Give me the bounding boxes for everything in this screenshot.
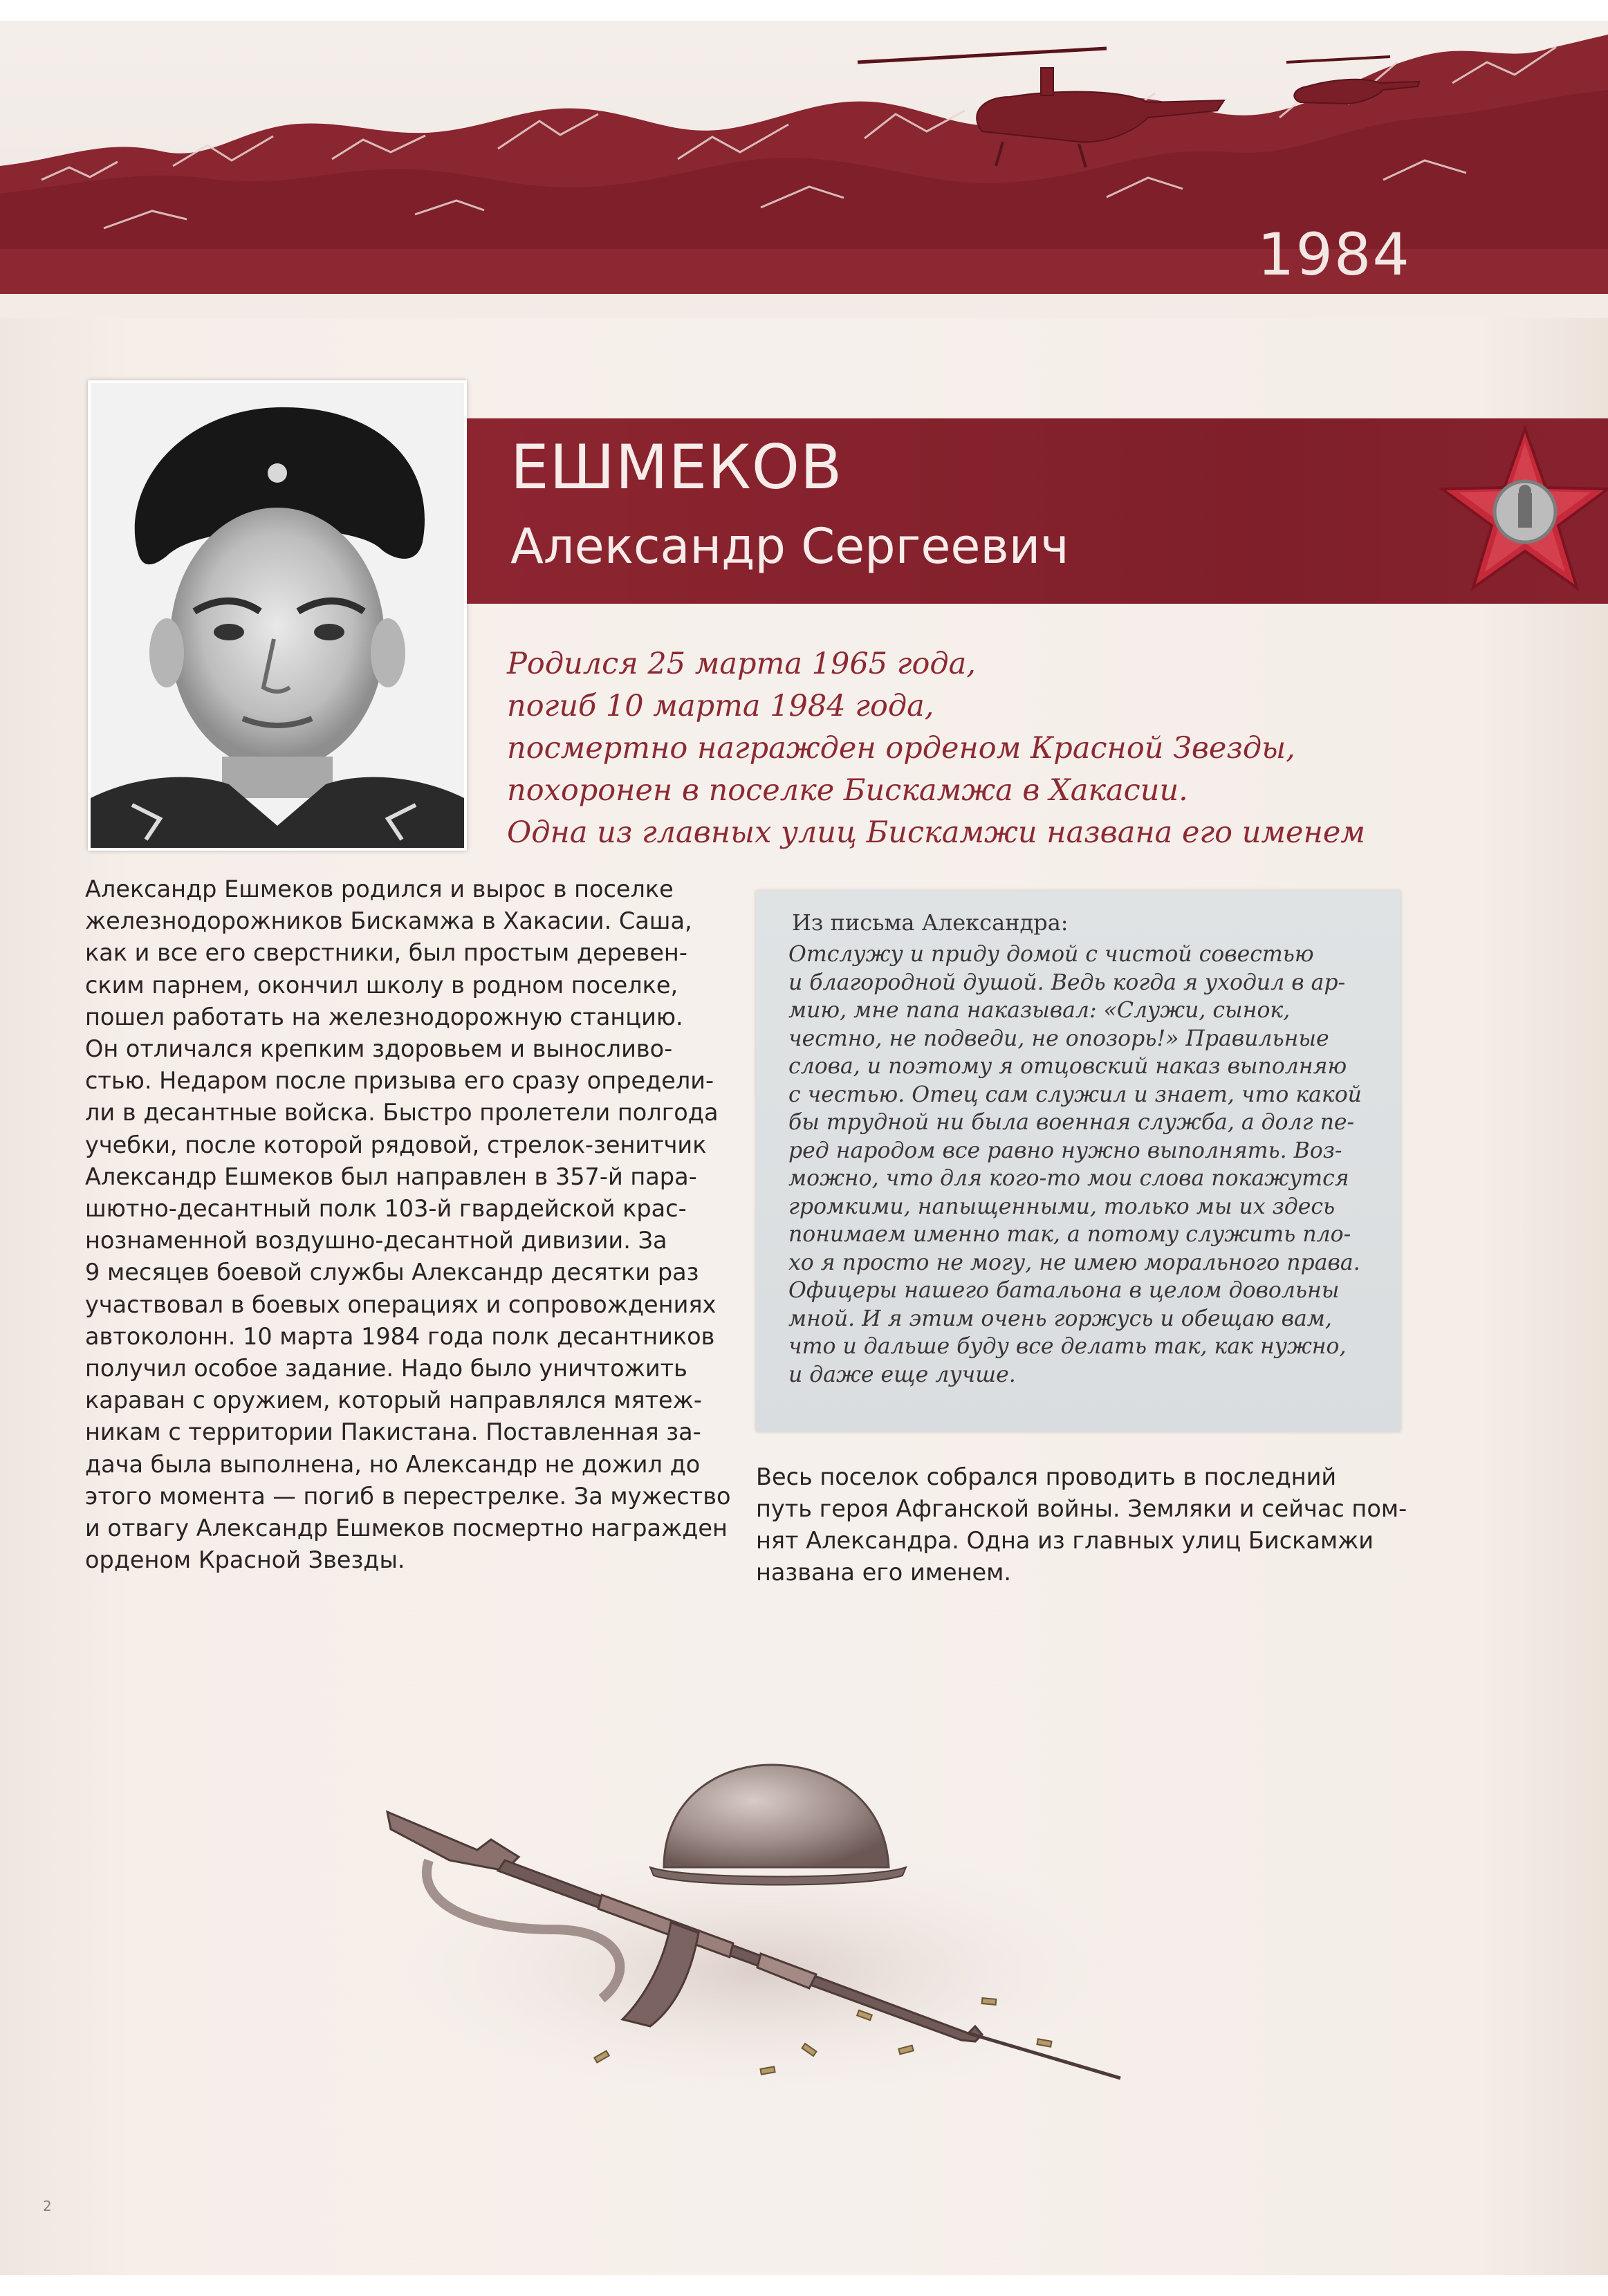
hero-given-name: Александр Сергеевич bbox=[510, 518, 1069, 575]
quote-line: хо я просто не могу, не имею морального права. bbox=[788, 1250, 1360, 1275]
quote-line: бы трудной ни была военная служба, а долг пе- bbox=[788, 1110, 1355, 1135]
body-line: Александр Ешмеков был направлен в 357-й пара- bbox=[85, 1163, 697, 1190]
quote-line: Офицеры нашего батальона в целом довольны bbox=[788, 1278, 1340, 1303]
letter-quote-text bbox=[788, 941, 1397, 1389]
body-line: как и все его сверстники, был простым деревен- bbox=[85, 939, 687, 967]
page bbox=[0, 21, 1608, 2275]
body-line: стью. Недаром после призыва его сразу определи- bbox=[85, 1067, 714, 1095]
body-line: железнодорожников Бискамжа в Хакасии. Саша, bbox=[85, 907, 692, 935]
quote-line: слова, и поэтому я отцовский наказ выполняю bbox=[788, 1054, 1347, 1079]
body-line: 9 месяцев боевой службы Александр десятки раз bbox=[85, 1259, 699, 1286]
quote-line: можно, что для кого-то мои слова покажутся bbox=[788, 1166, 1349, 1191]
bio-line: Одна из главных улиц Бискамжи названа его именем bbox=[507, 815, 1365, 850]
hero-bio bbox=[507, 643, 1406, 854]
body-line: Он отличался крепким здоровьем и выносливо- bbox=[85, 1035, 673, 1063]
quote-line: с честью. Отец сам служил и знает, что какой bbox=[788, 1082, 1362, 1107]
order-red-star-icon bbox=[1435, 425, 1608, 598]
body-line: шютно-десантный полк 103-й гвардейской крас- bbox=[85, 1195, 687, 1223]
body-line: названа его именем. bbox=[756, 1559, 1012, 1586]
body-line: караван с оружием, который направлялся мятеж- bbox=[85, 1387, 702, 1414]
body-line: участвовал в боевых операциях и сопровождениях bbox=[85, 1290, 717, 1318]
quote-line: громкими, напыщенными, только мы их здесь bbox=[788, 1194, 1336, 1219]
body-line: учебки, после которой рядовой, стрелок-зенитчик bbox=[85, 1131, 707, 1158]
hero-portrait-photo bbox=[88, 380, 467, 851]
body-line: нят Александра. Одна из главных улиц Бискамжи bbox=[756, 1527, 1374, 1554]
body-line: получил особое задание. Надо было уничтожить bbox=[85, 1355, 687, 1382]
body-line: нознаменной воздушно-десантной дивизии. За bbox=[85, 1227, 667, 1255]
body-line: ли в десантные войска. Быстро пролетели полгода bbox=[85, 1099, 719, 1127]
body-line: пошел работать на железнодорожную станцию. bbox=[85, 1003, 683, 1030]
quote-line: что и дальше буду все делать так, как нужно, bbox=[788, 1334, 1347, 1359]
body-line: Александр Ешмеков родился и вырос в поселке bbox=[85, 876, 674, 902]
bio-line: Родился 25 марта 1965 года, bbox=[507, 647, 976, 681]
bio-line: погиб 10 марта 1984 года, bbox=[507, 689, 934, 723]
body-line: ским парнем, окончил школу в родном поселке, bbox=[85, 971, 678, 999]
quote-line: мию, мне папа наказывал: «Служи, сынок, bbox=[788, 998, 1291, 1023]
body-line: автоколонн. 10 марта 1984 года полк десантников bbox=[85, 1322, 715, 1350]
quote-line: понимаем именно так, а потому служить пло- bbox=[788, 1222, 1351, 1247]
portrait-image bbox=[91, 383, 464, 848]
bio-line: похоронен в поселке Бискамжа в Хакасии. bbox=[507, 773, 1188, 808]
quote-line: и благородной душой. Ведь когда я уходил в ар- bbox=[788, 970, 1346, 995]
body-line: и отвагу Александр Ешмеков посмертно награжден bbox=[85, 1515, 728, 1542]
quote-line: Отслужу и приду домой с чистой совестью bbox=[788, 942, 1314, 967]
body-line: дача была выполнена, но Александр не дожил до bbox=[85, 1450, 701, 1478]
quote-line: ред народом все равно нужно выполнять. Воз- bbox=[788, 1138, 1342, 1163]
body-line: орденом Красной Звезды. bbox=[85, 1546, 405, 1574]
body-line: Весь поселок собрался проводить в последний bbox=[756, 1463, 1337, 1490]
body-line: никам с территории Пакистана. Поставленная за- bbox=[85, 1418, 701, 1446]
hero-surname: ЕШМЕКОВ bbox=[510, 432, 843, 503]
quote-title: Из письма Александра: bbox=[792, 909, 1069, 936]
bio-line: посмертно награжден орденом Красной Звезды, bbox=[507, 731, 1295, 766]
body-text-right-column bbox=[756, 1461, 1406, 1589]
body-line: путь героя Афганской войны. Земляки и сейчас пом- bbox=[756, 1495, 1407, 1522]
year-label: 1984 bbox=[1257, 221, 1411, 288]
helmet-icon bbox=[650, 1765, 906, 1885]
body-line: этого момента — погиб в перестрелке. За мужество bbox=[85, 1482, 731, 1510]
body-text-left-column bbox=[85, 873, 735, 1576]
quote-line: мной. И я этим очень горжусь и обещаю вам, bbox=[788, 1306, 1332, 1331]
quote-line: честно, не подведи, не опозорь!» Правильные bbox=[788, 1026, 1329, 1051]
page-mark: 2 bbox=[43, 2198, 52, 2214]
helmet-and-rifle-illustration bbox=[373, 1722, 1176, 2109]
quote-line: и даже еще лучше. bbox=[788, 1362, 1016, 1387]
